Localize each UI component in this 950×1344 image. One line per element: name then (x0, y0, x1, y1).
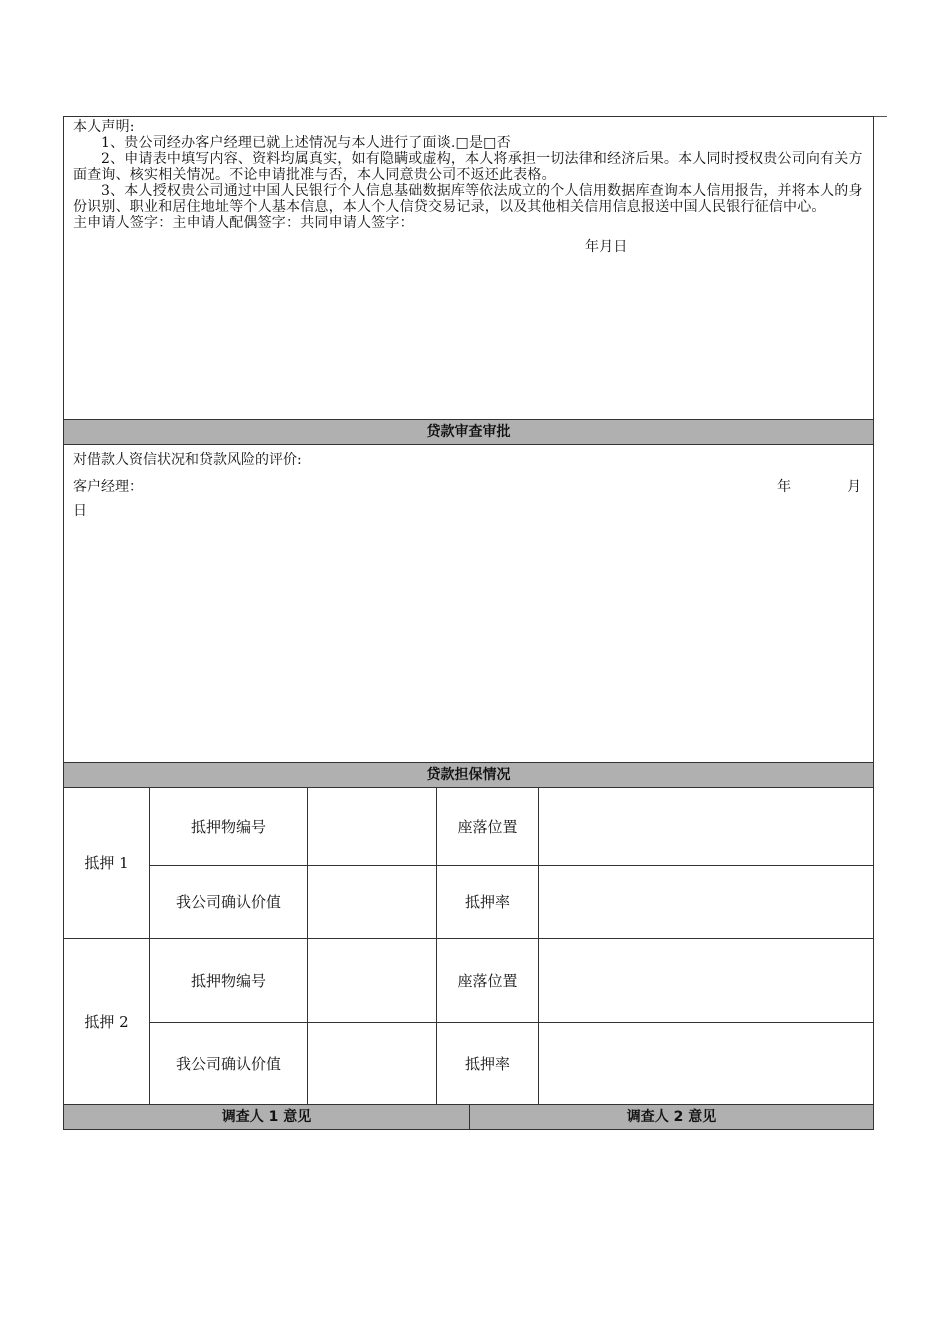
mortgage-2-rate-label: 抵押率 (437, 1023, 539, 1105)
evaluation-label: 对借款人资信状况和贷款风险的评价: (73, 452, 302, 468)
review-date (777, 475, 861, 499)
mortgage-1-rate-field[interactable] (539, 866, 874, 939)
mortgage-2-id-field[interactable] (308, 939, 437, 1023)
signature-line: 主申请人签字：主申请人配偶签字：共同申请人签字： (73, 215, 414, 231)
declaration-date: 年月日 (585, 239, 628, 255)
mortgage-2-row-b (64, 1023, 874, 1105)
mortgage-1-location-label: 座落位置 (437, 788, 539, 866)
mortgage-1-id-label: 抵押物编号 (150, 788, 308, 866)
loan-form-table (63, 116, 874, 1130)
loan-review-header: 贷款审查审批 (64, 420, 874, 445)
investigator-row (64, 1105, 874, 1130)
mortgage-2-id-label: 抵押物编号 (150, 939, 308, 1023)
investigator-table (64, 1105, 873, 1129)
mortgage-1-row-b (64, 866, 874, 939)
review-year: 年 (777, 479, 792, 495)
mortgage-1-location-field[interactable] (539, 788, 874, 866)
review-day: 日 (73, 503, 87, 519)
declaration-item-1: 1、贵公司经办客户经理已就上述情况与本人进行了面谈.□是□否 (101, 135, 511, 151)
guarantee-header: 贷款担保情况 (64, 763, 874, 788)
declaration-item-3: 3、本人授权贵公司通过中国人民银行个人信息基础数据库等依法成立的个人信用数据库查询本人信用报告，并将本人的身份识别、职业和居住地址等个人基本信息，本人个人信贷交易记录，以及其他相关信用信息报送中国人民银行征信中心。 (73, 183, 863, 215)
mortgage-2-row-a (64, 939, 874, 1023)
manager-label: 客户经理： (73, 479, 143, 495)
mortgage-2-location-field[interactable] (539, 939, 874, 1023)
mortgage-2-value-field[interactable] (308, 1023, 437, 1105)
mortgage-2-value-label: 我公司确认价值 (150, 1023, 308, 1105)
mortgage-2-location-label: 座落位置 (437, 939, 539, 1023)
mortgage-1-value-label: 我公司确认价值 (150, 866, 308, 939)
mortgage-1-label: 抵押 1 (64, 788, 150, 939)
declaration-item-2: 2、申请表中填写内容、资料均属真实，如有隐瞒或虚构，本人将承担一切法律和经济后果。本人同时授权贵公司向有关方面查询、核实相关情况。不论申请批准与否，本人同意贵公司不返还此表格。 (73, 151, 863, 183)
mortgage-1-row-a (64, 788, 874, 866)
review-month: 月 (847, 479, 862, 495)
investigator-2-opinion-header: 调查人 2 意见 (470, 1105, 874, 1129)
declaration-section (64, 117, 874, 420)
investigator-1-opinion-header: 调查人 1 意见 (64, 1105, 470, 1129)
declaration-title: 本人声明: (73, 119, 135, 135)
mortgage-1-rate-label: 抵押率 (437, 866, 539, 939)
corner-line (873, 116, 887, 117)
mortgage-2-label: 抵押 2 (64, 939, 150, 1105)
mortgage-1-value-field[interactable] (308, 866, 437, 939)
loan-review-section[interactable] (64, 445, 874, 763)
mortgage-1-id-field[interactable] (308, 788, 437, 866)
mortgage-2-rate-field[interactable] (539, 1023, 874, 1105)
manager-line (73, 475, 861, 499)
